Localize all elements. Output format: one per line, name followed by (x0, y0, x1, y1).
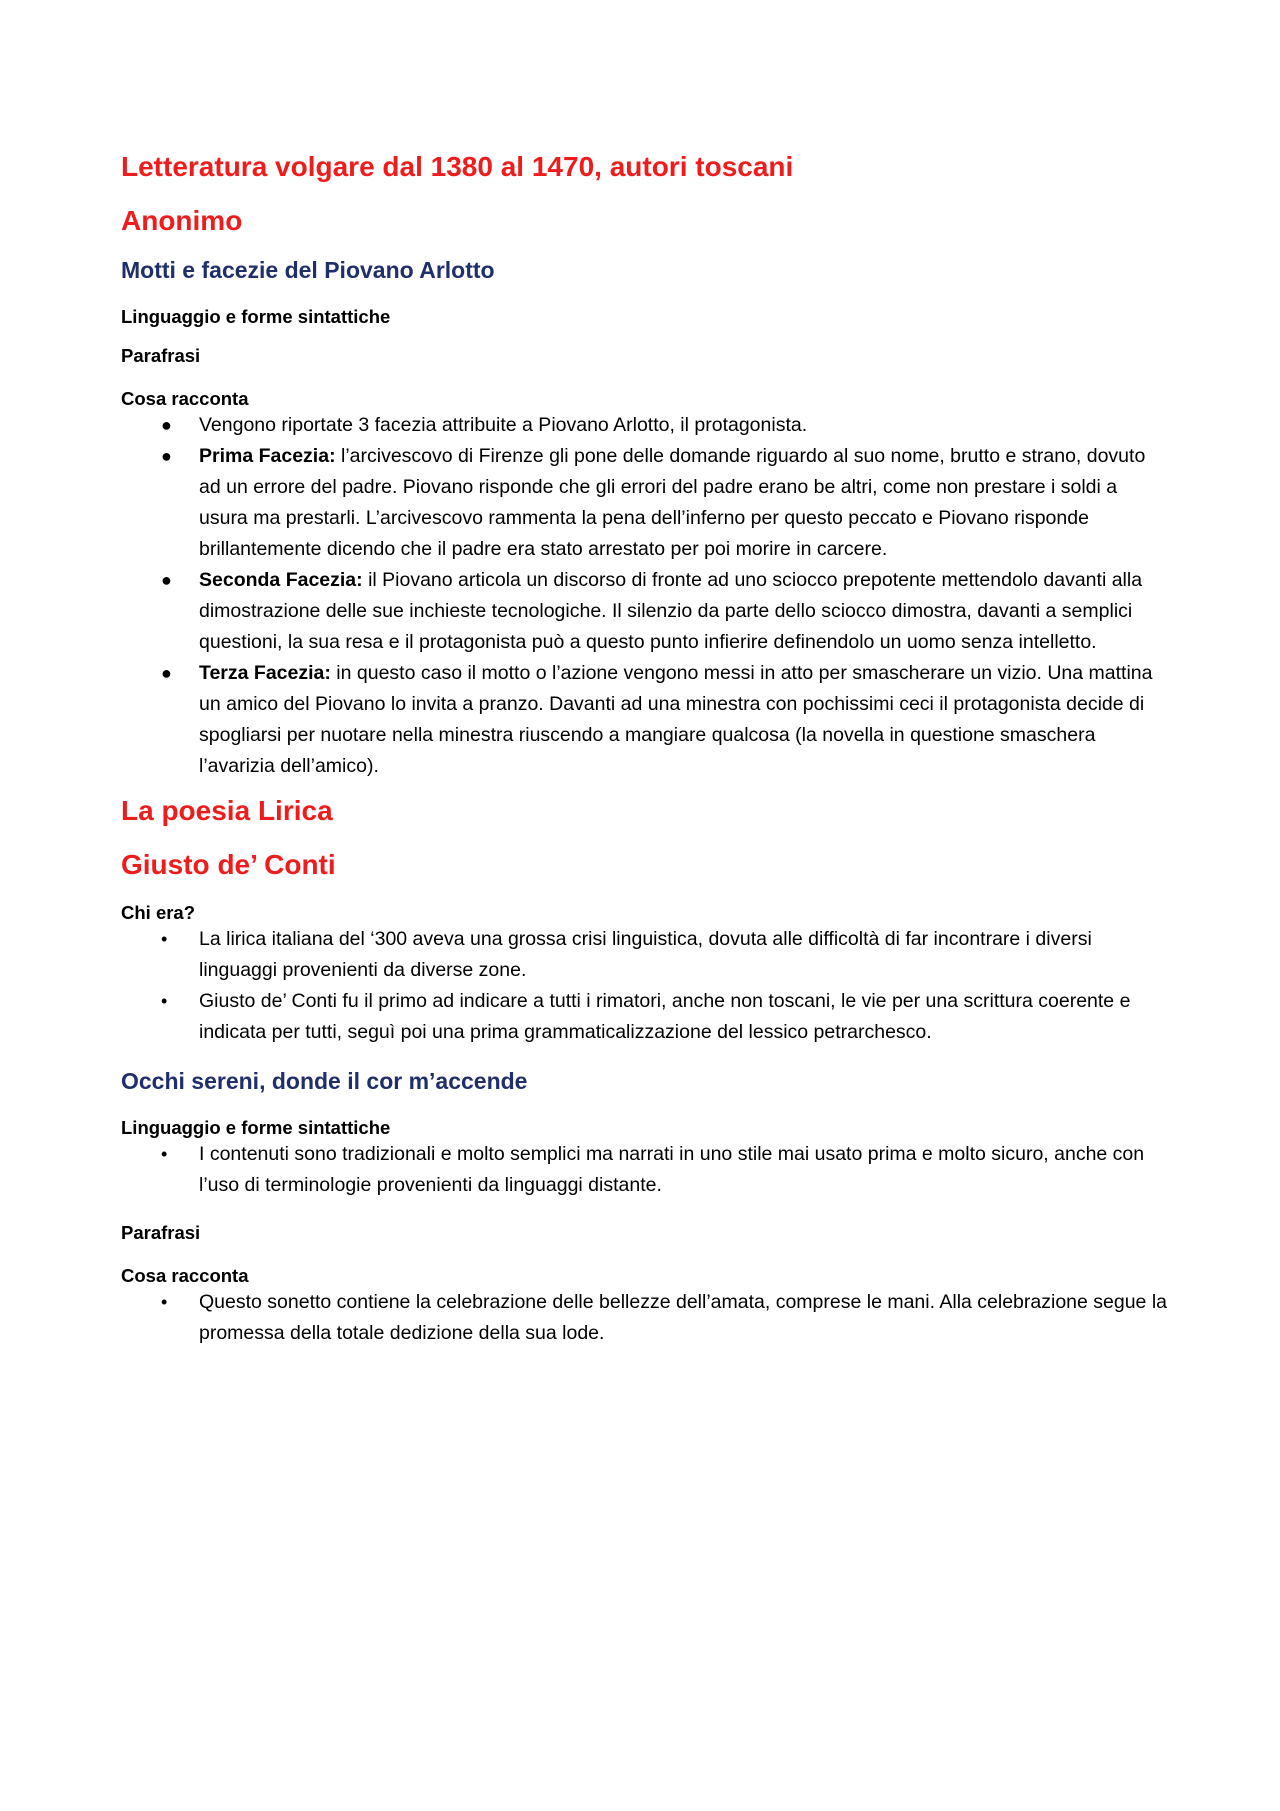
list-item: ● Seconda Facezia: il Piovano articola un discorso di fronte ad uno sciocco prepotente mettendolo davanti alla dimostrazione delle sue inchieste tecnologiche. Il silenzio da parte dello sciocco dimostra, davanti a semplici questioni, la sua resa e il protagonista può a questo punto infierire definendolo un uomo senza intelletto. (121, 565, 1171, 658)
subheading-cosa-racconta: Cosa racconta (121, 1265, 249, 1287)
cosa-racconta-list (121, 1287, 1171, 1349)
facezie-list (121, 410, 1171, 782)
list-item: • I contenuti sono tradizionali e molto semplici ma narrati in uno stile mai usato prima e molto sicuro, anche con l’uso di terminologie provenienti da linguaggi distante. (121, 1139, 1171, 1201)
bullet-icon: • (161, 1292, 168, 1313)
list-item: • La lirica italiana del ‘300 aveva una grossa crisi linguistica, dovuta alle difficoltà di far incontrare i diversi linguaggi provenienti da diverse zone. (121, 924, 1171, 986)
bullet-icon: ● (161, 415, 172, 436)
work-heading-occhi-sereni: Occhi sereni, donde il cor m’accende (121, 1068, 528, 1095)
bullet-icon: • (161, 991, 168, 1012)
document-title: Letteratura volgare dal 1380 al 1470, autori toscani (121, 151, 794, 182)
bullet-icon: ● (161, 446, 172, 467)
subheading-cosa-racconta: Cosa racconta (121, 388, 249, 410)
list-item: ● Prima Facezia: l’arcivescovo di Firenze gli pone delle domande riguardo al suo nome, brutto e strano, dovuto ad un errore del padre. Piovano risponde che gli errori del padre erano be altri, come non prestare i soldi a usura ma prestarli. L’arcivescovo rammenta la pena dell’inferno per questo peccato e Piovano risponde brillantemente dicendo che il padre era stato arrestato per poi morire in carcere. (121, 441, 1171, 565)
document-body (121, 150, 1171, 1349)
subheading-chi-era: Chi era? (121, 902, 196, 924)
subheading-linguaggio: Linguaggio e forme sintattiche (121, 1117, 391, 1139)
subheading-linguaggio: Linguaggio e forme sintattiche (121, 305, 391, 327)
author-heading-giusto: Giusto de’ Conti (121, 848, 336, 880)
subheading-parafrasi: Parafrasi (121, 1222, 201, 1244)
chi-era-list (121, 924, 1171, 1048)
list-item: ● Terza Facezia: in questo caso il motto o l’azione vengono messi in atto per smascherare un vizio. Una mattina un amico del Piovano lo invita a pranzo. Davanti ad una minestra con pochissimi ceci il protagonista decide di spogliarsi per nuotare nella minestra riuscendo a mangiare qualcosa (la novella in questione smaschera l’avarizia dell’amico). (121, 658, 1171, 782)
work-heading-piovano: Motti e facezie del Piovano Arlotto (121, 257, 495, 284)
list-item: • Questo sonetto contiene la celebrazione delle bellezze dell’amata, comprese le mani. Alla celebrazione segue la promessa della totale dedizione della sua lode. (121, 1287, 1171, 1349)
bullet-icon: • (161, 1144, 168, 1165)
subheading-parafrasi: Parafrasi (121, 344, 201, 366)
linguaggio-list (121, 1139, 1171, 1201)
author-heading-anonimo: Anonimo (121, 204, 243, 236)
bullet-icon: • (161, 929, 168, 950)
bullet-icon: ● (161, 663, 172, 684)
bullet-icon: ● (161, 570, 172, 591)
list-item: ● Vengono riportate 3 facezia attribuite a Piovano Arlotto, il protagonista. (121, 410, 1171, 441)
list-item: • Giusto de’ Conti fu il primo ad indicare a tutti i rimatori, anche non toscani, le vie per una scrittura coerente e indicata per tutti, seguì poi una prima grammaticalizzazione del lessico petrarchesco. (121, 986, 1171, 1048)
section-heading-poesia-lirica: La poesia Lirica (121, 795, 333, 827)
